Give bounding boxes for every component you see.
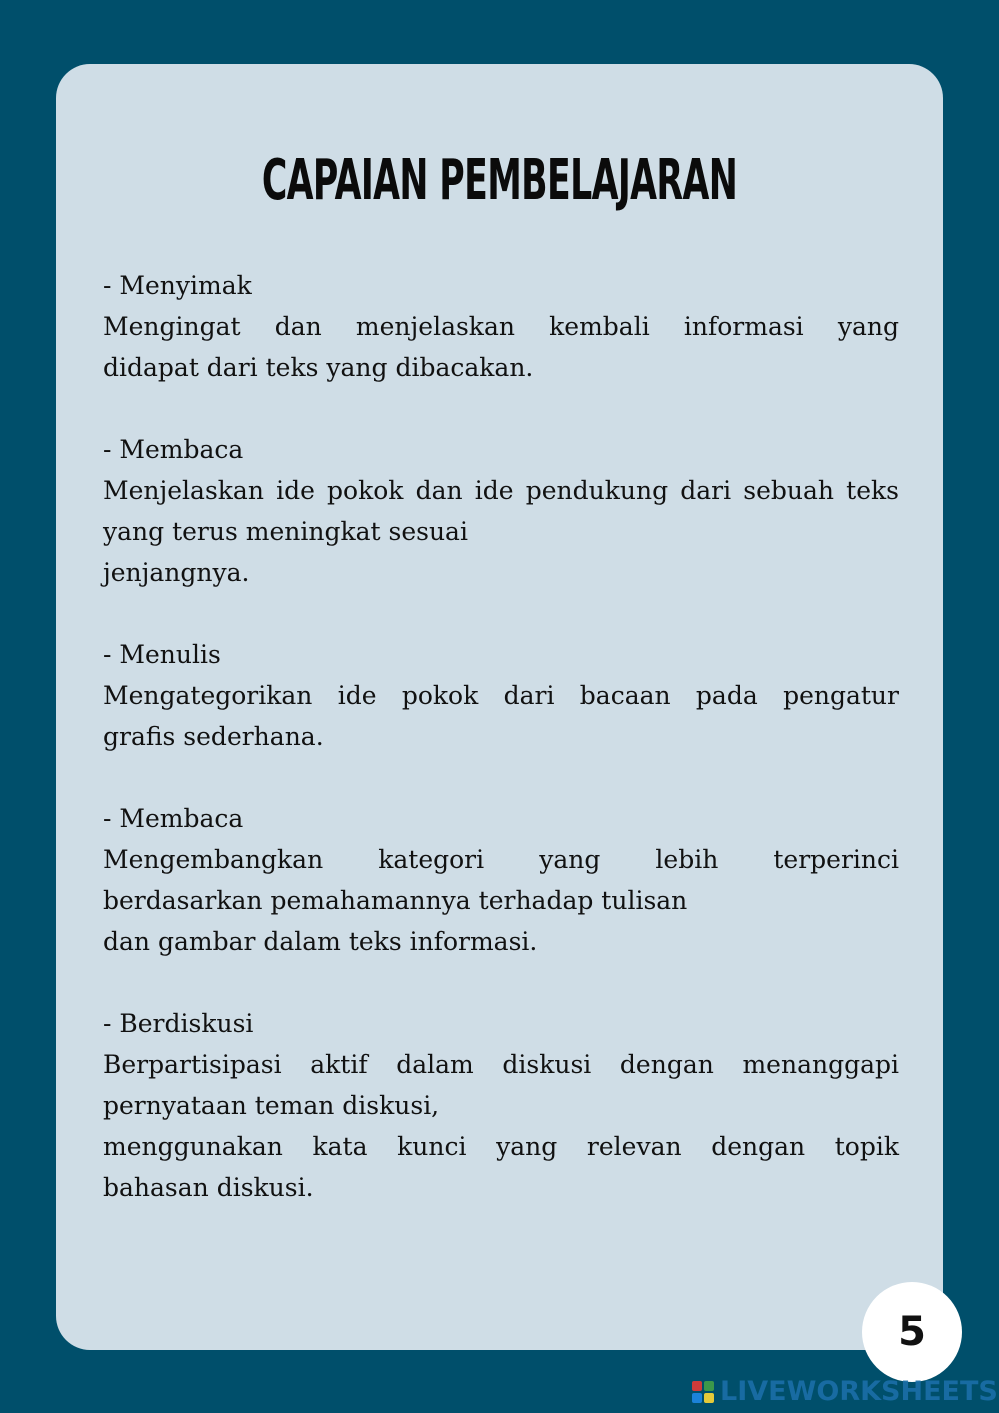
liveworksheets-logo-icon [692, 1381, 714, 1403]
liveworksheets-watermark [692, 1376, 998, 1407]
section-text-line: didapat dari teks yang dibacakan. [103, 353, 534, 382]
section-heading: - Membaca [103, 435, 244, 464]
section-text-line: berdasarkan pemahamannya terhadap tulisan [103, 886, 688, 915]
page-number: 5 [898, 1309, 926, 1355]
section-heading: - Menyimak [103, 271, 252, 300]
section [103, 1003, 899, 1208]
section-heading: - Berdiskusi [103, 1009, 254, 1038]
section-heading: - Membaca [103, 804, 244, 833]
section-text-line: bahasan diskusi. [103, 1173, 314, 1202]
logo-square [692, 1381, 702, 1391]
page-number-badge [862, 1282, 962, 1382]
section-text-line: Mengategorikan ide pokok dari bacaan pada pengatur [103, 681, 899, 710]
section-text-line: grafis sederhana. [103, 722, 324, 751]
section-text-line: jenjangnya. [103, 558, 250, 587]
page-title: CAPAIAN PEMBELAJARAN [261, 148, 738, 213]
section [103, 798, 899, 962]
section-text-line: Menjelaskan ide pokok dan ide pendukung dari sebuah teks [103, 476, 899, 505]
section [103, 634, 899, 757]
logo-square [704, 1393, 714, 1403]
section-text-line: pernyataan teman diskusi, [103, 1091, 440, 1120]
section-text-line: Mengingat dan menjelaskan kembali informasi yang [103, 312, 899, 341]
section [103, 429, 899, 593]
section-text-line: menggunakan kata kunci yang relevan dengan topik [103, 1132, 899, 1161]
section-text-line: Mengembangkan kategori yang lebih terperinci [103, 845, 899, 874]
section-text-line: dan gambar dalam teks informasi. [103, 927, 538, 956]
section-heading: - Menulis [103, 640, 221, 669]
logo-square [692, 1393, 702, 1403]
section-text-line: yang terus meningkat sesuai [103, 517, 468, 546]
learning-outcomes [103, 265, 899, 1249]
watermark-text: LIVEWORKSHEETS [720, 1376, 998, 1407]
section-text-line: Berpartisipasi aktif dalam diskusi dengan menanggapi [103, 1050, 899, 1079]
section [103, 265, 899, 388]
logo-square [704, 1381, 714, 1391]
